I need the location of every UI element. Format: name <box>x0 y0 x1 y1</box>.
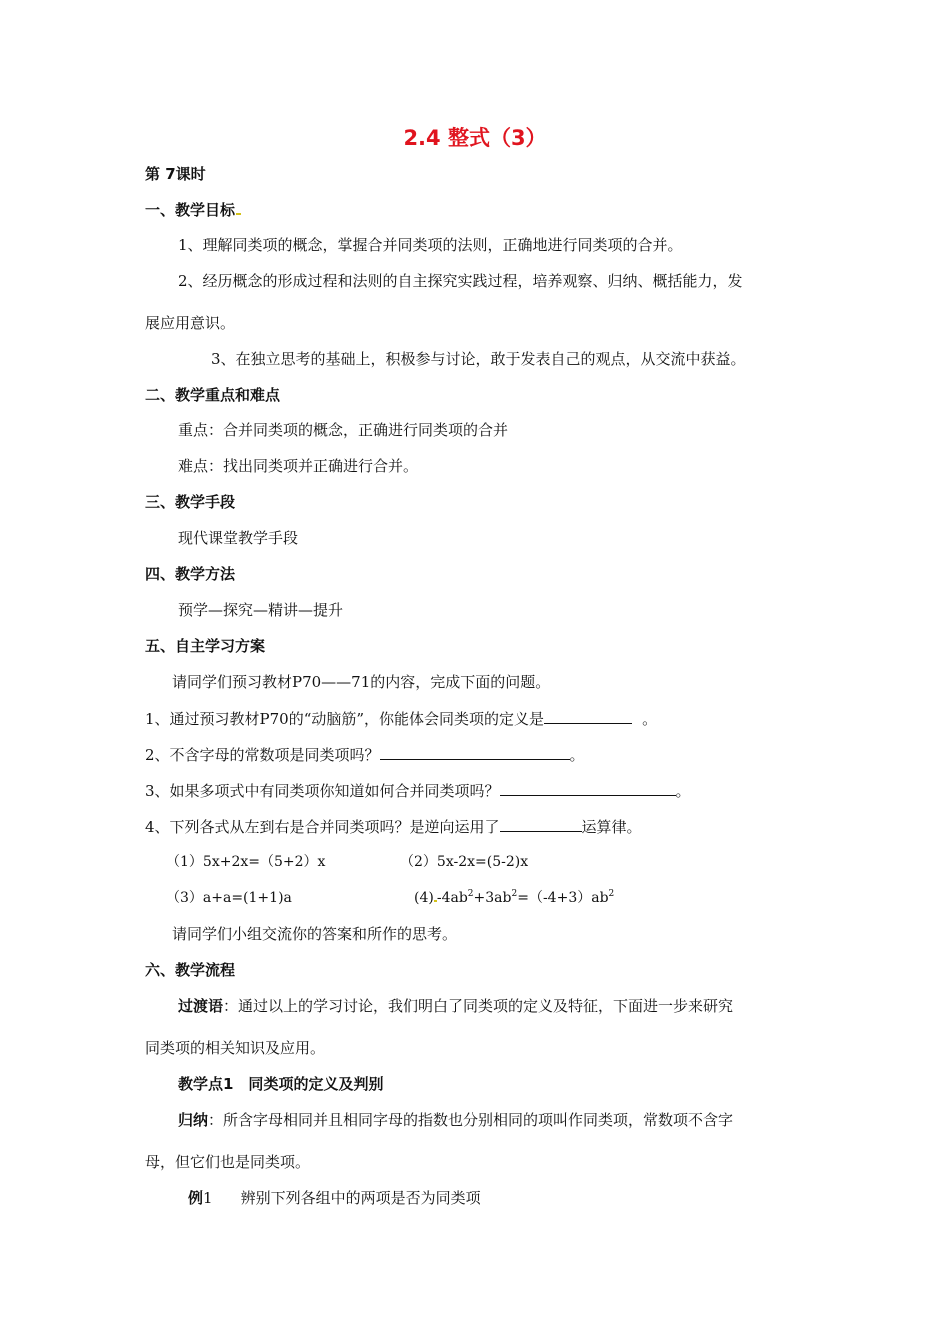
summary-line-2: 母，但它们也是同类项。 <box>145 1153 311 1171</box>
transition-line-2: 同类项的相关知识及应用。 <box>145 1039 326 1057</box>
goal-1: 1、理解同类项的概念，掌握合并同类项的法则，正确地进行同类项的合并。 <box>178 236 683 254</box>
question-1: 1、通过预习教材P70的“动脑筋”，你能体会同类项的定义是 。 <box>145 710 658 728</box>
expression-1: （1）5x+2x=（5+2）x <box>166 854 326 870</box>
answer-blank[interactable] <box>380 744 570 760</box>
page-title: 2.4 整式（3） <box>403 126 547 150</box>
lesson-number: 第 7课时 <box>145 165 206 183</box>
goal-2-line-1: 2、经历概念的形成过程和法则的自主探究实践过程，培养观察、归纳、概括能力，发 <box>178 272 743 290</box>
question-4: 4、下列各式从左到右是合并同类项吗？是逆向运用了 运算律。 <box>145 818 642 836</box>
summary-line-1: 归纳：所含字母相同并且相同字母的指数也分别相同的项叫作同类项，常数项不含字 <box>178 1111 734 1129</box>
section-6-heading: 六、教学流程 <box>145 961 236 979</box>
group-discussion: 请同学们小组交流你的答案和所作的思考。 <box>172 925 458 943</box>
question-3: 3、如果多项式中有同类项你知道如何合并同类项吗？ 。 <box>145 782 691 800</box>
section-4-heading: 四、教学方法 <box>145 565 236 583</box>
transition-line-1: 过渡语：通过以上的学习讨论，我们明白了同类项的定义及特征，下面进一步来研究 <box>178 997 734 1015</box>
answer-blank[interactable] <box>500 780 676 796</box>
expression-4: (4) $-4ab^2+3ab^2=(-4+3)ab^2$ <box>414 889 615 906</box>
expression-3: （3）a+a=(1+1)a <box>166 890 292 906</box>
question-2: 2、不含字母的常数项是同类项吗？ 。 <box>145 746 585 764</box>
key-point: 重点：合并同类项的概念，正确进行同类项的合并 <box>178 421 509 439</box>
goal-2-line-2: 展应用意识。 <box>145 314 236 332</box>
expression-2: （2）5x-2x=(5-2)x <box>400 854 529 870</box>
section-3-heading: 三、教学手段 <box>145 493 236 511</box>
example-1: 例1 辨别下列各组中的两项是否为同类项 <box>188 1189 481 1207</box>
teaching-method: 预学—探究—精讲—提升 <box>178 601 344 619</box>
teaching-point-1: 教学点1 同类项的定义及判别 <box>178 1075 384 1093</box>
section-2-heading: 二、教学重点和难点 <box>145 386 281 404</box>
answer-blank[interactable] <box>500 816 582 832</box>
teaching-means: 现代课堂教学手段 <box>178 529 299 547</box>
difficulty-point: 难点：找出同类项并正确进行合并。 <box>178 457 419 475</box>
goal-3: 3、在独立思考的基础上，积极参与讨论，敢于发表自己的观点，从交流中获益。 <box>211 350 746 368</box>
preview-intro: 请同学们预习教材P70——71的内容，完成下面的问题。 <box>172 673 551 691</box>
section-1-heading: 一、教学目标 <box>145 200 241 220</box>
edit-mark-icon <box>236 213 241 215</box>
answer-blank[interactable] <box>544 708 632 724</box>
section-5-heading: 五、自主学习方案 <box>145 637 266 655</box>
